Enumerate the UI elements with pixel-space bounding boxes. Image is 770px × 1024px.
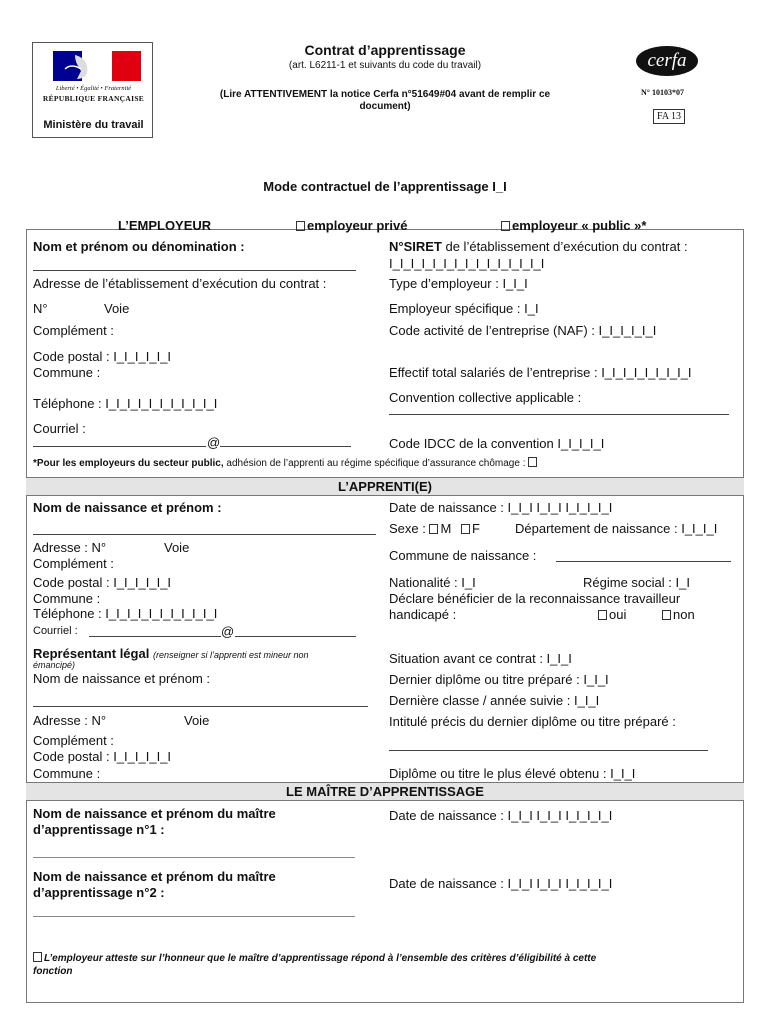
apprentice-heading: L’APPRENTI(E)	[338, 479, 432, 494]
master1-name-line[interactable]	[33, 857, 355, 858]
employer-number-label: N°	[33, 301, 48, 316]
employer-email-line-1[interactable]	[33, 446, 206, 447]
master2-label-1: Nom de naissance et prénom du maître	[33, 869, 276, 884]
handicap-label-1: Déclare bénéficier de la reconnaissance travailleur	[389, 591, 681, 606]
employer-name-label: Nom et prénom ou dénomination :	[33, 239, 245, 254]
rep-address-label: Adresse : N°	[33, 713, 107, 728]
public-employer-option[interactable]: employeur « public »*	[501, 218, 646, 233]
apprentice-birthdate-field[interactable]: Date de naissance : I_I_I I_I_I I_I_I_I_I	[389, 500, 613, 515]
sex-f-checkbox[interactable]	[461, 524, 470, 534]
employer-email-label: Courriel :	[33, 421, 86, 436]
apprentice-email-label: Courriel :	[33, 625, 78, 637]
notice-line-1: (Lire ATTENTIVEMENT la notice Cerfa n°51649#04 avant de remplir ce	[219, 89, 551, 100]
employer-city-label: Commune :	[33, 365, 101, 380]
employer-name-line[interactable]	[33, 270, 356, 271]
public-employer-checkbox[interactable]	[501, 221, 510, 231]
employer-heading: L’EMPLOYEUR	[118, 218, 212, 233]
birth-department-field[interactable]: Département de naissance : I_I_I_I	[515, 521, 718, 536]
convention-line[interactable]	[389, 414, 729, 415]
public-sector-note: *Pour les employeurs du secteur public, adhésion de l’apprenti au régime spécifique d’assurance chômage :	[33, 457, 539, 469]
employer-type-field[interactable]: Type d’employeur : I_I_I	[389, 276, 528, 291]
attestation-checkbox[interactable]	[33, 952, 42, 962]
rep-street-label: Voie	[184, 713, 210, 728]
legal-representative-note: émancipé)	[33, 660, 76, 670]
master2-birthdate-field[interactable]: Date de naissance : I_I_I I_I_I I_I_I_I_I	[389, 876, 613, 891]
rep-city-label: Commune :	[33, 766, 101, 781]
cerfa-number: N° 10103*07	[641, 88, 684, 97]
idcc-field[interactable]: Code IDCC de la convention I_I_I_I_I	[389, 436, 605, 451]
form-code: FA 13	[653, 109, 685, 124]
employer-phone-field[interactable]: Téléphone : I_I_I_I_I_I_I_I_I_I_I	[33, 396, 218, 411]
master1-label-1: Nom de naissance et prénom du maître	[33, 806, 276, 821]
employer-email-at: @	[207, 435, 221, 450]
apprentice-postal-field[interactable]: Code postal : I_I_I_I_I_I	[33, 575, 172, 590]
convention-label: Convention collective applicable :	[389, 390, 582, 405]
handicap-yes-checkbox[interactable]	[598, 610, 607, 620]
naf-field[interactable]: Code activité de l’entreprise (NAF) : I_I_I_I_I_I	[389, 323, 657, 338]
unemployment-insurance-checkbox[interactable]	[528, 457, 537, 467]
diploma-title-label: Intitulé précis du dernier diplôme ou titre préparé :	[389, 714, 676, 729]
form-title: Contrat d’apprentissage	[304, 42, 466, 58]
employer-postal-field[interactable]: Code postal : I_I_I_I_I_I	[33, 349, 172, 364]
motto: Liberté • Égalité • Fraternité	[55, 85, 132, 92]
specific-employer-field[interactable]: Employeur spécifique : I_I	[389, 301, 539, 316]
highest-diploma-field[interactable]: Diplôme ou titre le plus élevé obtenu : I_I_I	[389, 766, 636, 781]
birth-city-line[interactable]	[556, 561, 731, 562]
apprentice-email-line-2[interactable]	[235, 636, 356, 637]
apprentice-email-line-1[interactable]	[89, 636, 221, 637]
last-class-field[interactable]: Dernière classe / année suivie : I_I_I	[389, 693, 600, 708]
ministry-label: Ministère du travail	[43, 119, 144, 131]
handicap-yes-option[interactable]: oui	[598, 607, 626, 622]
rep-name-line[interactable]	[33, 706, 368, 707]
master2-label-2: d’apprentissage n°2 :	[33, 885, 165, 900]
apprentice-address-label: Adresse : N°	[33, 540, 107, 555]
employer-street-label: Voie	[104, 301, 130, 316]
master1-birthdate-field[interactable]: Date de naissance : I_I_I I_I_I I_I_I_I_I	[389, 808, 613, 823]
apprentice-email-at: @	[221, 624, 235, 639]
legal-representative-title: Représentant légal (renseigner si l’apprenti est mineur non	[33, 646, 309, 661]
employer-complement-label: Complément :	[33, 323, 114, 338]
master-header-bar	[26, 782, 744, 801]
siret-label: N°SIRET de l’établissement d’exécution du contrat :	[389, 239, 688, 254]
apprentice-header-bar	[26, 477, 744, 496]
apprentice-complement-label: Complément :	[33, 556, 114, 571]
apprentice-name-line[interactable]	[33, 534, 376, 535]
attestation-line-2: fonction	[33, 966, 73, 977]
social-regime-field[interactable]: Régime social : I_I	[583, 575, 690, 590]
apprentice-phone-field[interactable]: Téléphone : I_I_I_I_I_I_I_I_I_I_I	[33, 606, 218, 621]
sex-field[interactable]: Sexe : M F	[389, 521, 480, 536]
apprentice-street-label: Voie	[164, 540, 190, 555]
handicap-no-option[interactable]: non	[662, 607, 695, 622]
apprentice-name-label: Nom de naissance et prénom :	[33, 500, 222, 515]
republic-label: RÉPUBLIQUE FRANÇAISE	[42, 94, 145, 103]
diploma-title-line[interactable]	[389, 750, 708, 751]
master-heading: LE MAÎTRE D’APPRENTISSAGE	[286, 784, 484, 799]
headcount-field[interactable]: Effectif total salariés de l’entreprise : I_I_I_I_I_I_I_I_I	[389, 365, 692, 380]
attestation-line-1: L’employeur atteste sur l’honneur que le maître d’apprentissage répond à l’ensemble des critères d’éligibilité à cette	[33, 952, 596, 964]
rep-complement-label: Complément :	[33, 733, 114, 748]
nationality-field[interactable]: Nationalité : I_I	[389, 575, 476, 590]
master1-label-2: d’apprentissage n°1 :	[33, 822, 165, 837]
master2-name-line[interactable]	[33, 916, 355, 917]
siret-field[interactable]: I_I_I_I_I_I_I_I_I_I_I_I_I_I_I	[389, 256, 545, 271]
private-employer-option[interactable]: employeur privé	[296, 218, 407, 233]
handicap-label-2: handicapé :	[389, 607, 457, 622]
rep-postal-field[interactable]: Code postal : I_I_I_I_I_I	[33, 749, 172, 764]
last-diploma-field[interactable]: Dernier diplôme ou titre préparé : I_I_I	[389, 672, 609, 687]
notice-line-2: document)	[359, 101, 411, 112]
birth-city-label: Commune de naissance :	[389, 548, 537, 563]
rep-name-label: Nom de naissance et prénom :	[33, 671, 211, 686]
private-employer-checkbox[interactable]	[296, 221, 305, 231]
employer-address-label: Adresse de l’établissement d’exécution du contrat :	[33, 276, 327, 291]
employer-email-line-2[interactable]	[220, 446, 351, 447]
cerfa-logo: cerfa	[636, 46, 698, 76]
form-subtitle: (art. L6211-1 et suivants du code du travail)	[288, 60, 482, 71]
handicap-no-checkbox[interactable]	[662, 610, 671, 620]
prior-situation-field[interactable]: Situation avant ce contrat : I_I_I	[389, 651, 572, 666]
sex-m-checkbox[interactable]	[429, 524, 438, 534]
mode-contractuel: Mode contractuel de l’apprentissage I_I	[263, 179, 507, 194]
apprentice-city-label: Commune :	[33, 591, 101, 606]
